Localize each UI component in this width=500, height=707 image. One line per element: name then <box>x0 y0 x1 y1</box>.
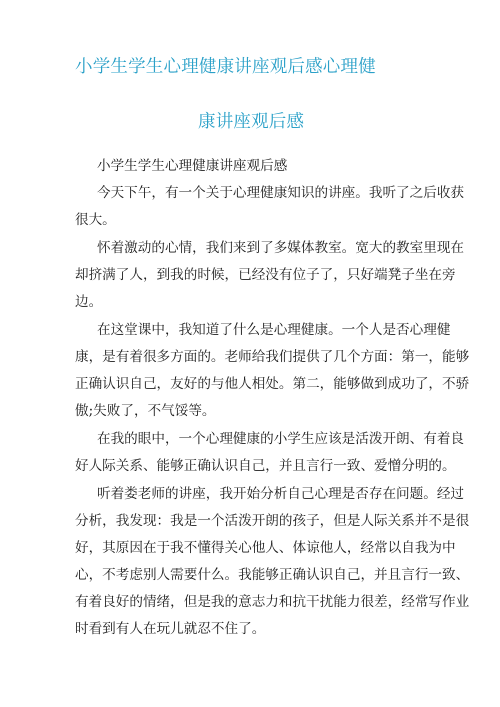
paragraph-line: 分析，我发现：我是一个活泼开朗的孩子，但是人际关系并不是很 <box>75 513 470 529</box>
paragraph-line: 好人际关系、能够正确认识自己，并且言行一致、爱憎分明的。 <box>75 458 456 474</box>
paragraph-line: 正确认识自己，友好的与他人相处。第二，能够做到成功了，不骄 <box>75 376 470 392</box>
document-title-line-1: 小学生学生心理健康讲座观后感心理健 <box>75 57 376 77</box>
paragraph-line: 时看到有人在玩儿就忍不住了。 <box>75 621 266 637</box>
paragraph-line: 边。 <box>75 294 103 310</box>
paragraph-line: 康，是有着很多方面的。老师给我们提供了几个方面：第一，能够 <box>75 349 470 365</box>
paragraph-line: 在这堂课中，我知道了什么是心理健康。一个人是否心理健 <box>97 322 451 338</box>
essay-subtitle: 小学生学生心理健康讲座观后感 <box>97 158 288 174</box>
paragraph-line: 心，不考虑别人需要什么。我能够正确认识自己，并且言行一致、 <box>75 567 470 583</box>
paragraph-line: 有着良好的情绪，但是我的意志力和抗干扰能力很差，经常写作业 <box>75 594 470 610</box>
paragraph-line: 在我的眼中，一个心理健康的小学生应该是活泼开朗、有着良 <box>97 431 465 447</box>
paragraph-line: 好，其原因在于我不懂得关心他人、体谅他人，经常以自我为中 <box>75 540 456 556</box>
paragraph-line: 听着娄老师的讲座，我开始分析自己心理是否存在问题。经过 <box>97 486 465 502</box>
paragraph-line: 傲;失败了，不气馁等。 <box>75 403 216 419</box>
paragraph-line: 今天下午，有一个关于心理健康知识的讲座。我听了之后收获 <box>97 185 465 201</box>
paragraph-line: 很大。 <box>75 212 116 228</box>
document-title-line-2: 康讲座观后感 <box>198 112 305 132</box>
paragraph-line: 却挤满了人，到我的时候，已经没有位子了，只好端凳子坐在旁 <box>75 267 456 283</box>
paragraph-line: 怀着激动的心情，我们来到了多媒体教室。宽大的教室里现在 <box>97 240 465 256</box>
